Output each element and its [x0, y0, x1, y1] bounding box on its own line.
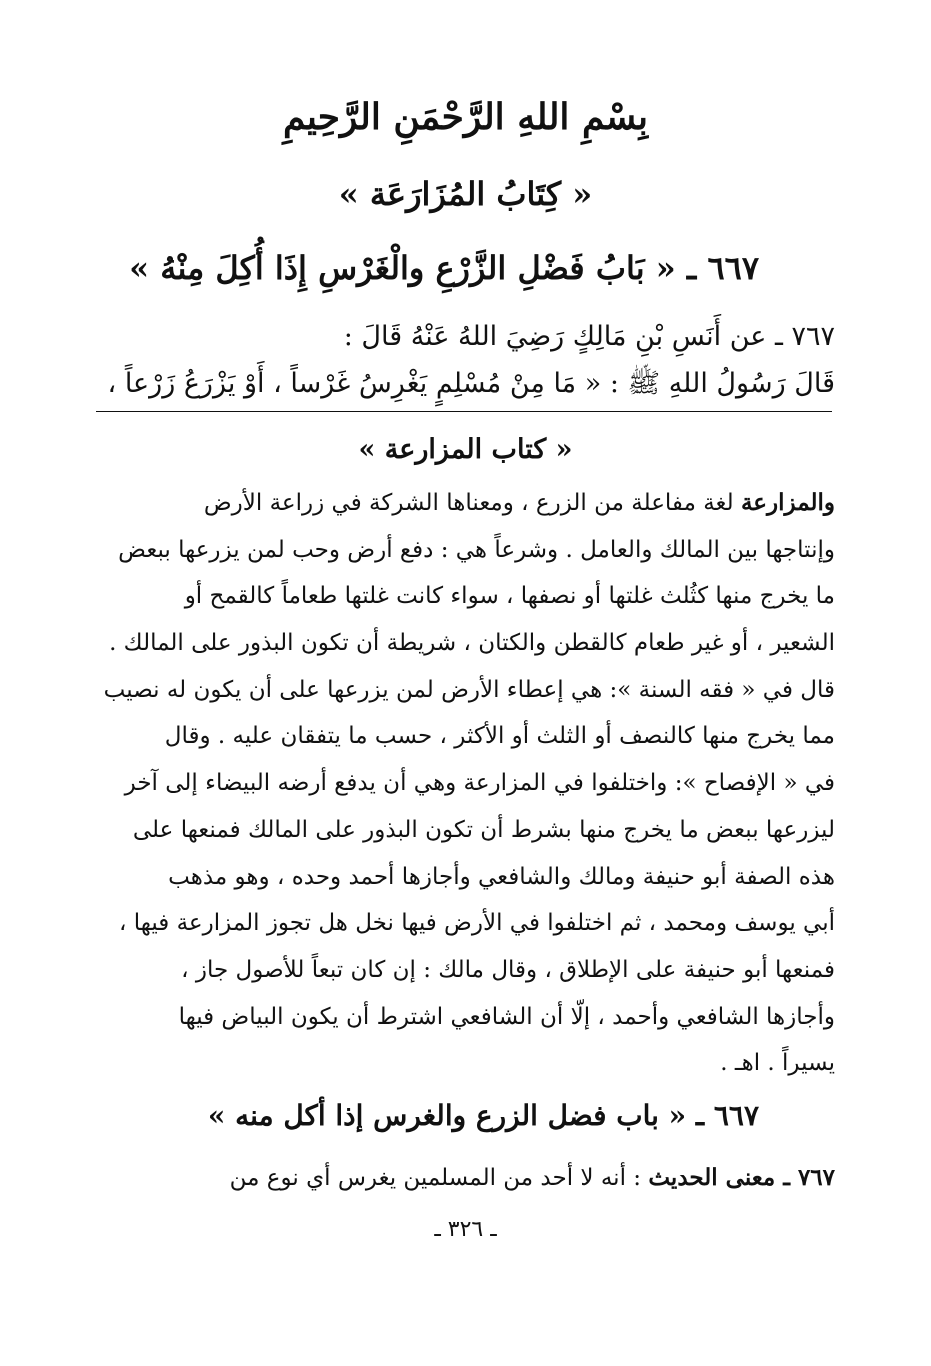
commentary-line: وأجازها الشافعي وأحمد ، إلّا أن الشافعي اشترط أن يكون البياض فيها — [178, 1003, 835, 1030]
commentary-line — [95, 480, 835, 527]
commentary-line: ما يخرج منها كثُلث غلتها أو نصفها ، سواء كانت غلتها طعاماً كالقمح أو — [184, 583, 835, 610]
commentary-line: الشعير ، أو غير طعام كالقطن والكتان ، شريطة أن تكون البذور على المالك . — [109, 630, 835, 657]
footnote-divider — [96, 411, 832, 412]
hadith-text-line: قَالَ رَسُولُ اللهِ ﷺ : « مَا مِنْ مُسْلِمٍ يَغْرِسُ غَرْساً ، أَوْ يَزْرَعُ زَرْعاً ، — [107, 368, 835, 399]
book-title: « كِتَابُ المُزَارَعَة » — [338, 175, 593, 213]
hadith-meaning-line — [95, 1156, 835, 1200]
hadith-meaning-text: : أنه لا أحد من المسلمين يغرس أي نوع من — [229, 1165, 649, 1191]
hadith-meaning-lead: ٧٦٧ ـ معنى الحديث — [648, 1164, 835, 1191]
commentary-line: في « الإفصاح »: واختلفوا في المزارعة وهي أن يدفع أرضه البيضاء إلى آخر — [124, 770, 835, 797]
commentary-line: ليزرعها ببعض ما يخرج منها بشرط أن تكون البذور على المالك فمنعها على — [132, 816, 835, 843]
commentary-line: مما يخرج منها كالنصف أو الثلث أو الأكثر ، حسب ما يتفقان عليه . وقال — [164, 723, 835, 750]
page-number: ـ ٣٢٦ ـ — [434, 1217, 497, 1242]
chapter-title: ٦٦٧ ـ « بَابُ فَضْلِ الزَّرْعِ والْغَرْسِ إِذَا أُكِلَ مِنْهُ » — [129, 249, 759, 287]
commentary-line-text: لغة مفاعلة من الزرع ، ومعناها الشركة في زراعة الأرض — [203, 490, 741, 516]
commentary-line: هذه الصفة أبو حنيفة ومالك والشافعي وأجازها أحمد وحده ، وهو مذهب — [168, 863, 835, 890]
commentary-chapter-title: ٦٦٧ ـ « باب فضل الزرع والغرس إذا أكل منه » — [207, 1099, 759, 1132]
basmala-heading: بِسْمِ اللهِ الرَّحْمَنِ الرَّحِيمِ — [282, 96, 649, 138]
commentary-line: أبي يوسف ومحمد ، ثم اختلفوا في الأرض فيها نخل هل تجوز المزارعة فيها ، — [118, 910, 835, 937]
commentary-line: وإنتاجها بين المالك والعامل . وشرعاً هي : دفع أرض وحب لمن يزرعها ببعض — [118, 536, 835, 563]
commentary-line: قال في « فقه السنة »: هي إعطاء الأرض لمن يزرعها على أن يكون له نصيب — [103, 676, 835, 703]
commentary-line: يسيراً . اهـ . — [720, 1050, 835, 1077]
commentary-body — [95, 480, 835, 1087]
commentary-line: فمنعها أبو حنيفة على الإطلاق ، وقال مالك : إن كان تبعاً للأصول جاز ، — [181, 956, 835, 983]
commentary-lead-word: والمزارعة — [740, 489, 835, 516]
hadith-narration-line: ٧٦٧ ـ عن أَنَسِ بْنِ مَالِكٍ رَضِيَ اللهُ عَنْهُ قَالَ : — [343, 321, 835, 352]
commentary-title: « كتاب المزارعة » — [358, 434, 573, 465]
